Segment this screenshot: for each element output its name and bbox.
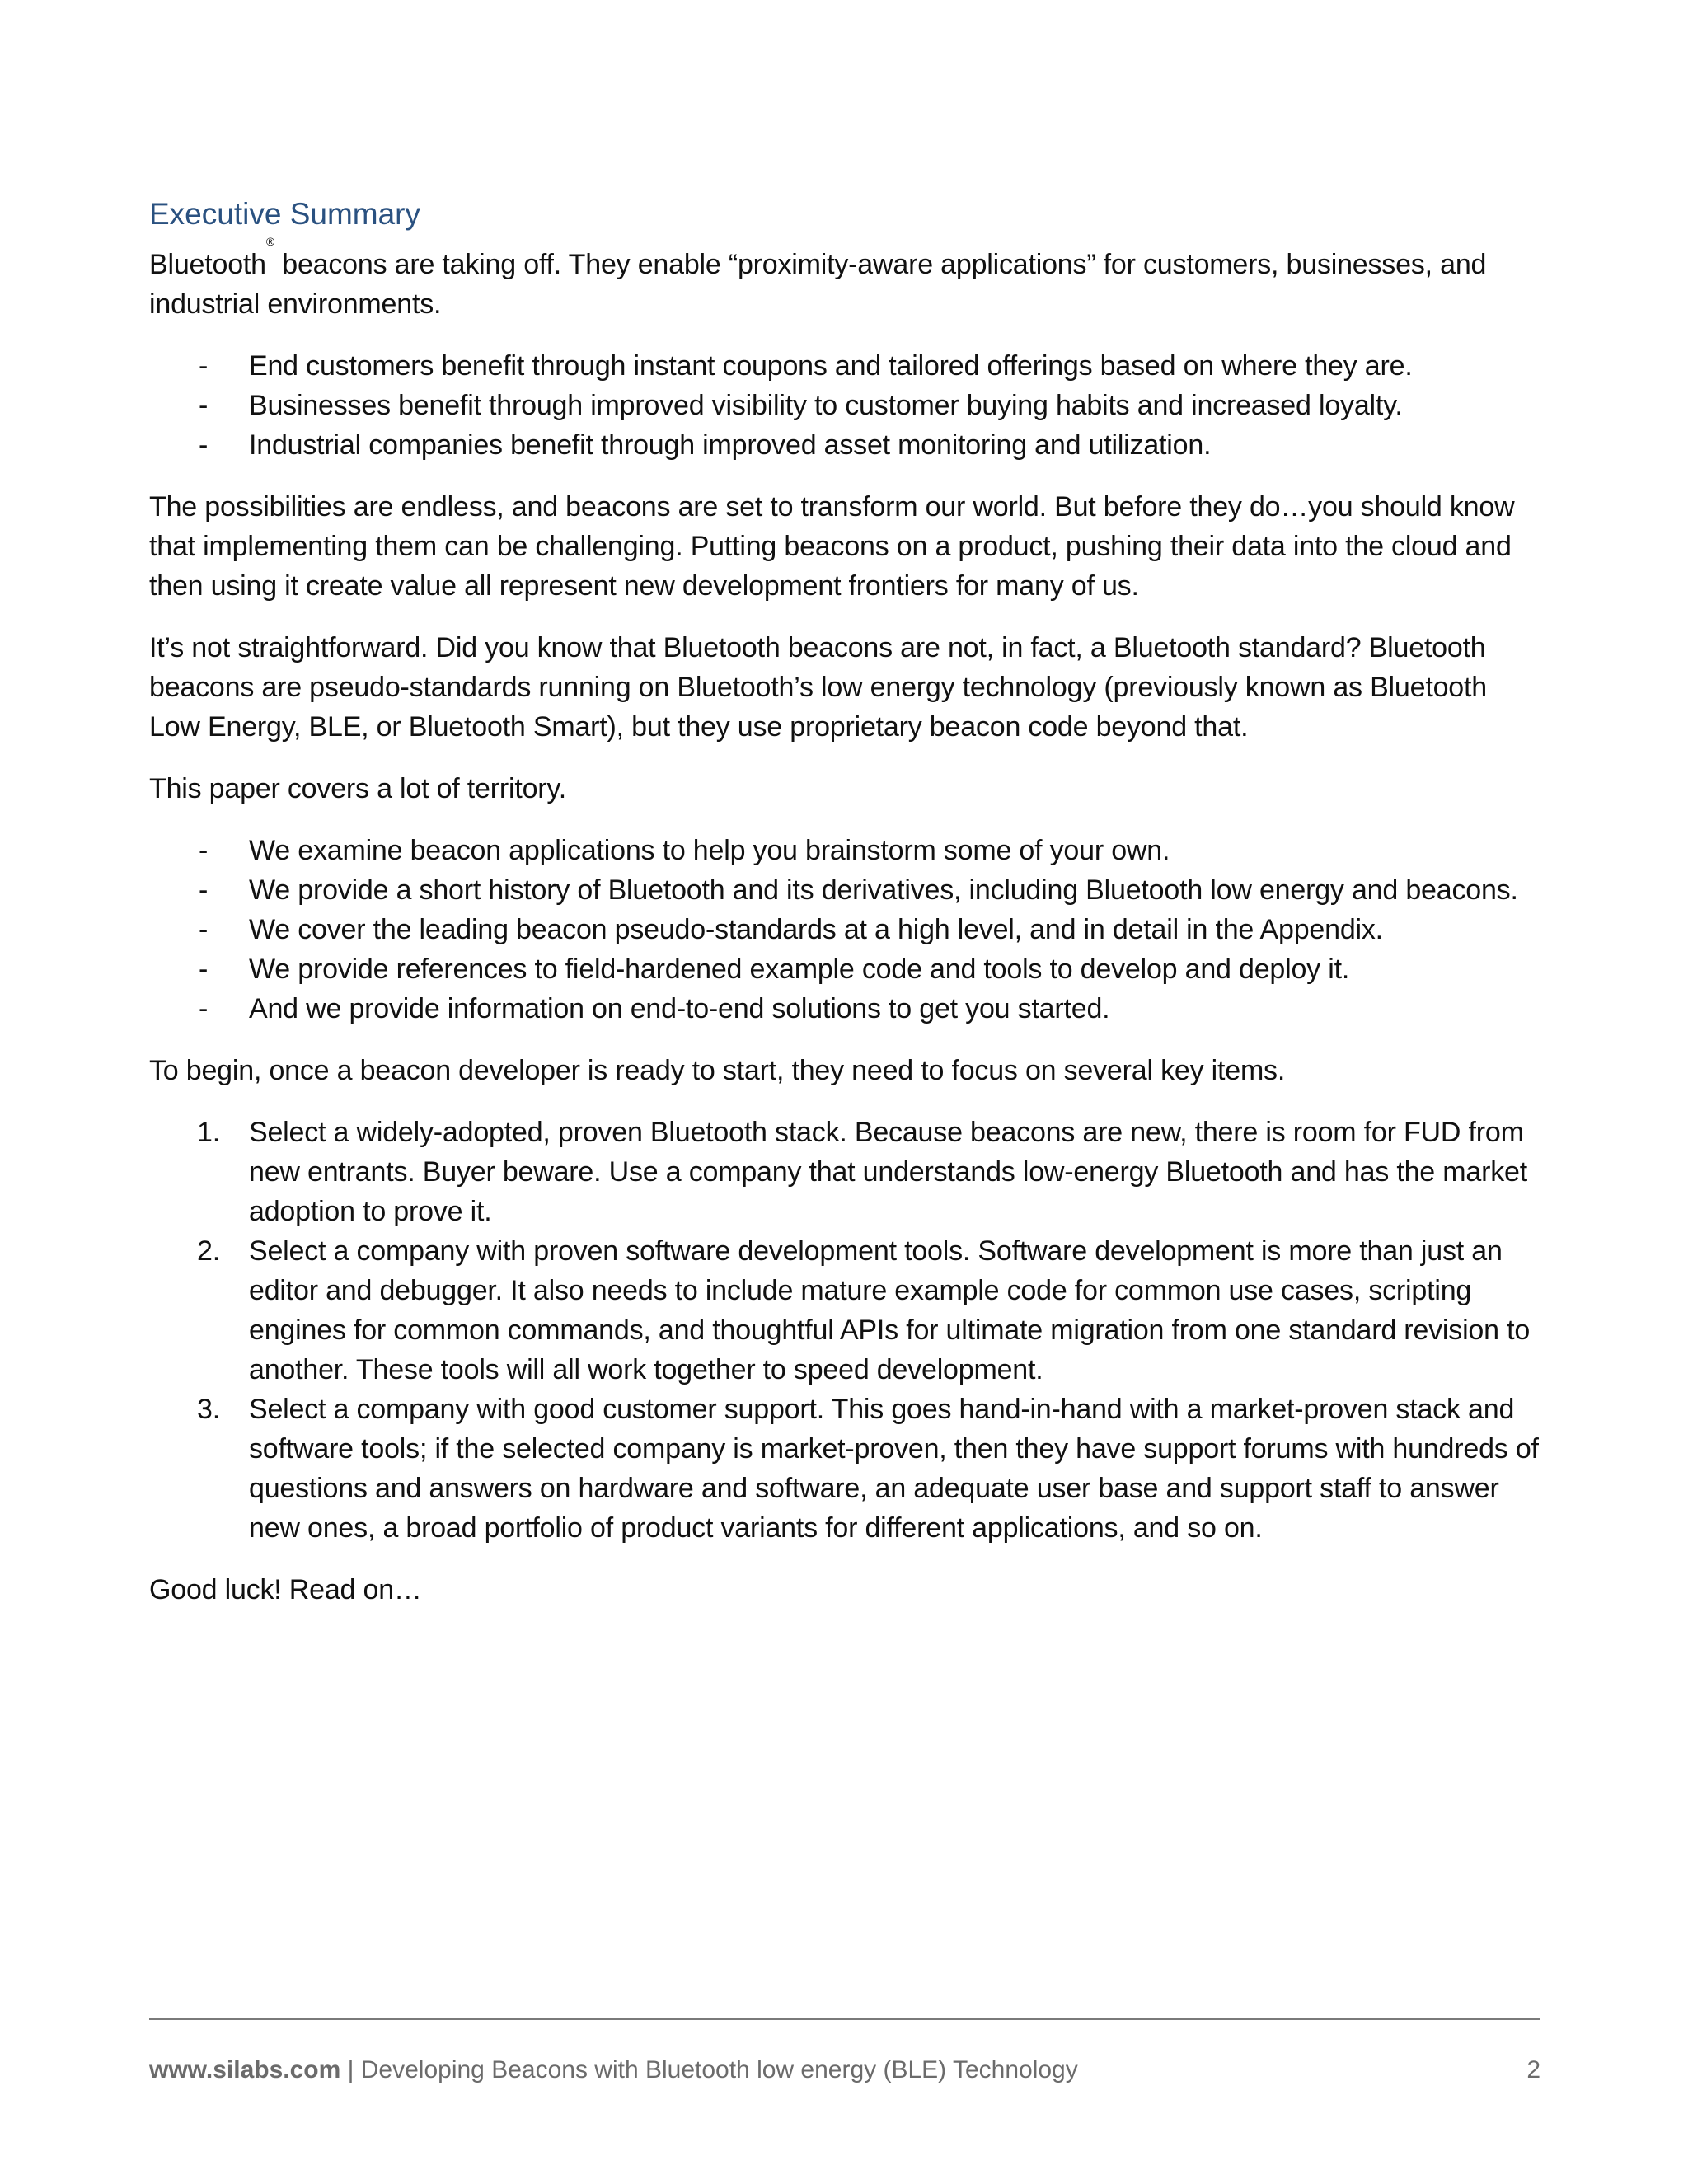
intro-text: beacons are taking off. They enable “proximity-aware applications” for customers, businesses, and industrial environments. (149, 249, 1487, 320)
list-item (149, 989, 1540, 1029)
benefits-list (149, 346, 1540, 465)
list-item-text: We examine beacon applications to help you brainstorm some of your own. (249, 835, 1170, 866)
covers-paragraph: This paper covers a lot of territory. (149, 773, 566, 804)
list-item (149, 870, 1540, 910)
list-item-text: End customers benefit through instant coupons and tailored offerings based on where they are. (249, 350, 1413, 382)
list-item (149, 910, 1540, 949)
list-item (149, 831, 1540, 870)
key-items-list (149, 1113, 1540, 1548)
standard-paragraph: It’s not straightforward. Did you know that Bluetooth beacons are not, in fact, a Bluetooth standard? Bluetooth beacons are pseudo-standards running on Bluetooth’s low energy technology (previously known as Bluetooth Low Energy, BLE, or Bluetooth Smart), but they use proprietary beacon code beyond that. (149, 632, 1487, 743)
list-item-text: We provide a short history of Bluetooth and its derivatives, including Bluetooth low energy and beacons. (249, 874, 1518, 906)
list-dash: - (199, 954, 209, 985)
possibilities-paragraph: The possibilities are endless, and beacons are set to transform our world. But before they do…you should know that implementing them can be challenging. Putting beacons on a product, pushing their data into the cloud and then using it create value all represent new development frontiers for many of us. (149, 491, 1515, 602)
numbered-item (149, 1231, 1540, 1390)
list-item-text: And we provide information on end-to-end solutions to get you started. (249, 993, 1110, 1024)
begin-paragraph: To begin, once a beacon developer is ready to start, they need to focus on several key items. (149, 1055, 1286, 1086)
footer-document-title: Developing Beacons with Bluetooth low energy (BLE) Technology (360, 2056, 1078, 2083)
list-dash: - (199, 993, 209, 1024)
page-content (149, 194, 1540, 1632)
footer-separator: | (340, 2056, 361, 2083)
numbered-item-text: Select a company with good customer support. This goes hand-in-hand with a market-proven stack and software tools; if the selected company is market-proven, then they have support forums with hundreds of questions and answers on hardware and software, an adequate user base and support staff to answer new ones, a broad portfolio of product variants for different applications, and so on. (249, 1394, 1539, 1544)
list-number: 3. (197, 1394, 220, 1425)
page-number: 2 (1526, 2056, 1540, 2083)
numbered-item (149, 1390, 1540, 1548)
list-item-text: We provide references to field-hardened example code and tools to develop and deploy it. (249, 954, 1350, 985)
intro-paragraph (149, 235, 1540, 324)
numbered-item (149, 1113, 1540, 1231)
intro-brand: Bluetooth (149, 249, 266, 280)
page-footer (149, 2054, 1540, 2087)
list-dash: - (199, 350, 209, 382)
list-item-text: Industrial companies benefit through improved asset monitoring and utilization. (249, 429, 1212, 461)
list-dash: - (199, 390, 209, 421)
registered-mark: ® (265, 235, 274, 248)
numbered-item-text: Select a company with proven software development tools. Software development is more than just an editor and debugger. It also needs to include mature example code for common use cases, scripting engines for common commands, and thoughtful APIs for ultimate migration from one standard revision to another. These tools will all work together to speed development. (249, 1235, 1531, 1385)
list-number: 1. (197, 1117, 220, 1148)
list-item-text: We cover the leading beacon pseudo-standards at a high level, and in detail in the Appendix. (249, 914, 1383, 945)
list-dash: - (199, 429, 209, 461)
coverage-list (149, 831, 1540, 1029)
section-heading: Executive Summary (149, 197, 420, 231)
list-item (149, 949, 1540, 989)
list-dash: - (199, 914, 209, 945)
list-item-text: Businesses benefit through improved visibility to customer buying habits and increased loyalty. (249, 390, 1403, 421)
list-dash: - (199, 835, 209, 866)
numbered-item-text: Select a widely-adopted, proven Bluetooth stack. Because beacons are new, there is room for FUD from new entrants. Buyer beware. Use a company that understands low-energy Bluetooth and has the market adoption to prove it. (249, 1117, 1527, 1227)
list-item (149, 386, 1540, 425)
list-item (149, 346, 1540, 386)
list-item (149, 425, 1540, 465)
footer-divider (149, 2018, 1540, 2020)
footer-site-link[interactable]: www.silabs.com (149, 2056, 341, 2083)
closing-paragraph: Good luck! Read on… (149, 1574, 422, 1605)
list-number: 2. (197, 1235, 220, 1267)
list-dash: - (199, 874, 209, 906)
